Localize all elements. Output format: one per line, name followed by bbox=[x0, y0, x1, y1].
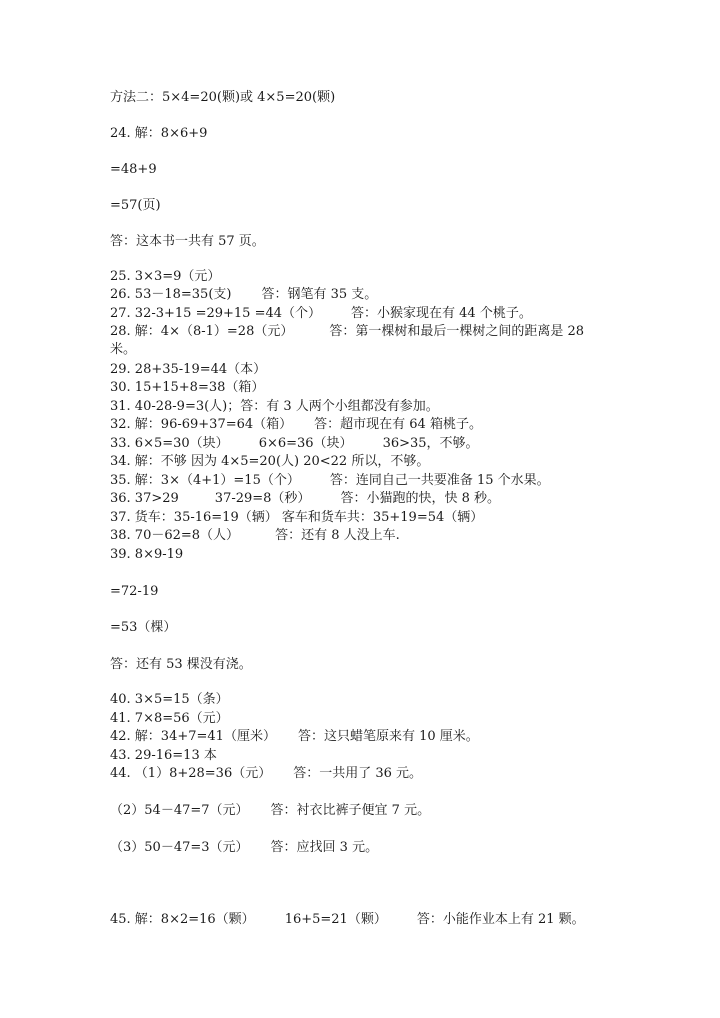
text-line: 34. 解：不够 因为 4×5=20(人) 20<22 所以，不够。 bbox=[110, 454, 430, 469]
text-line: 37. 货车：35-16=19（辆） 客车和货车共：35+19=54（辆） bbox=[110, 510, 484, 525]
text-line: =57(页) bbox=[110, 198, 161, 213]
text-line: =53（棵） bbox=[110, 620, 177, 635]
text-line: 26. 53－18=35(支) 答：钢笔有 35 支。 bbox=[110, 287, 378, 302]
text-line: 25. 3×3=9（元） bbox=[110, 269, 221, 284]
text-line: 41. 7×8=56（元） bbox=[110, 711, 229, 726]
text-line: （3）50－47=3（元） 答：应找回 3 元。 bbox=[110, 840, 379, 855]
text-line: 38. 70－62=8（人） 答：还有 8 人没上车. bbox=[110, 528, 400, 543]
text-line: 39. 8×9-19 bbox=[110, 547, 184, 562]
text-line: 24. 解：8×6+9 bbox=[110, 126, 208, 141]
text-line: 27. 32-3+15 =29+15 =44（个） 答：小猴家现在有 44 个桃子。 bbox=[110, 306, 532, 321]
text-line: 29. 28+35-19=44（本） bbox=[110, 362, 267, 377]
text-line: （2）54－47=7（元） 答：衬衣比裤子便宜 7 元。 bbox=[110, 803, 431, 818]
text-line: 43. 29-16=13 本 bbox=[110, 748, 217, 763]
text-line: 32. 解：96-69+37=64（箱） 答：超市现在有 64 箱桃子。 bbox=[110, 417, 482, 432]
text-line: 30. 15+15+8=38（箱） bbox=[110, 380, 265, 395]
text-line: =48+9 bbox=[110, 162, 157, 177]
text-line: 42. 解：34+7=41（厘米） 答：这只蜡笔原来有 10 厘米。 bbox=[110, 729, 479, 744]
text-line: 45. 解：8×2=16（颗） 16+5=21（颗） 答：小能作业本上有 21 颗。 bbox=[110, 912, 585, 927]
text-line: 米。 bbox=[110, 342, 137, 357]
text-line: 答：这本书一共有 57 页。 bbox=[110, 234, 265, 249]
text-line: 40. 3×5=15（条） bbox=[110, 692, 229, 707]
text-line: =72-19 bbox=[110, 584, 159, 599]
text-line: 31. 40-28-9=3(人)；答：有 3 人两个小组都没有参加。 bbox=[110, 399, 439, 414]
text-line: 28. 解：4×（8-1）=28（元） 答：第一棵树和最后一棵树之间的距离是 28 bbox=[110, 324, 585, 339]
text-line: 答：还有 53 棵没有浇。 bbox=[110, 657, 252, 672]
text-line: 35. 解：3×（4+1）=15（个） 答：连同自己一共要准备 15 个水果。 bbox=[110, 473, 550, 488]
text-line: 36. 37>29 37-29=8（秒） 答：小猫跑的快，快 8 秒。 bbox=[110, 491, 500, 506]
text-line: 方法二：5×4=20(颗)或 4×5=20(颗) bbox=[110, 90, 336, 105]
text-line: 44. （1）8+28=36（元） 答：一共用了 36 元。 bbox=[110, 766, 423, 781]
text-line: 33. 6×5=30（块） 6×6=36（块） 36>35，不够。 bbox=[110, 436, 479, 451]
